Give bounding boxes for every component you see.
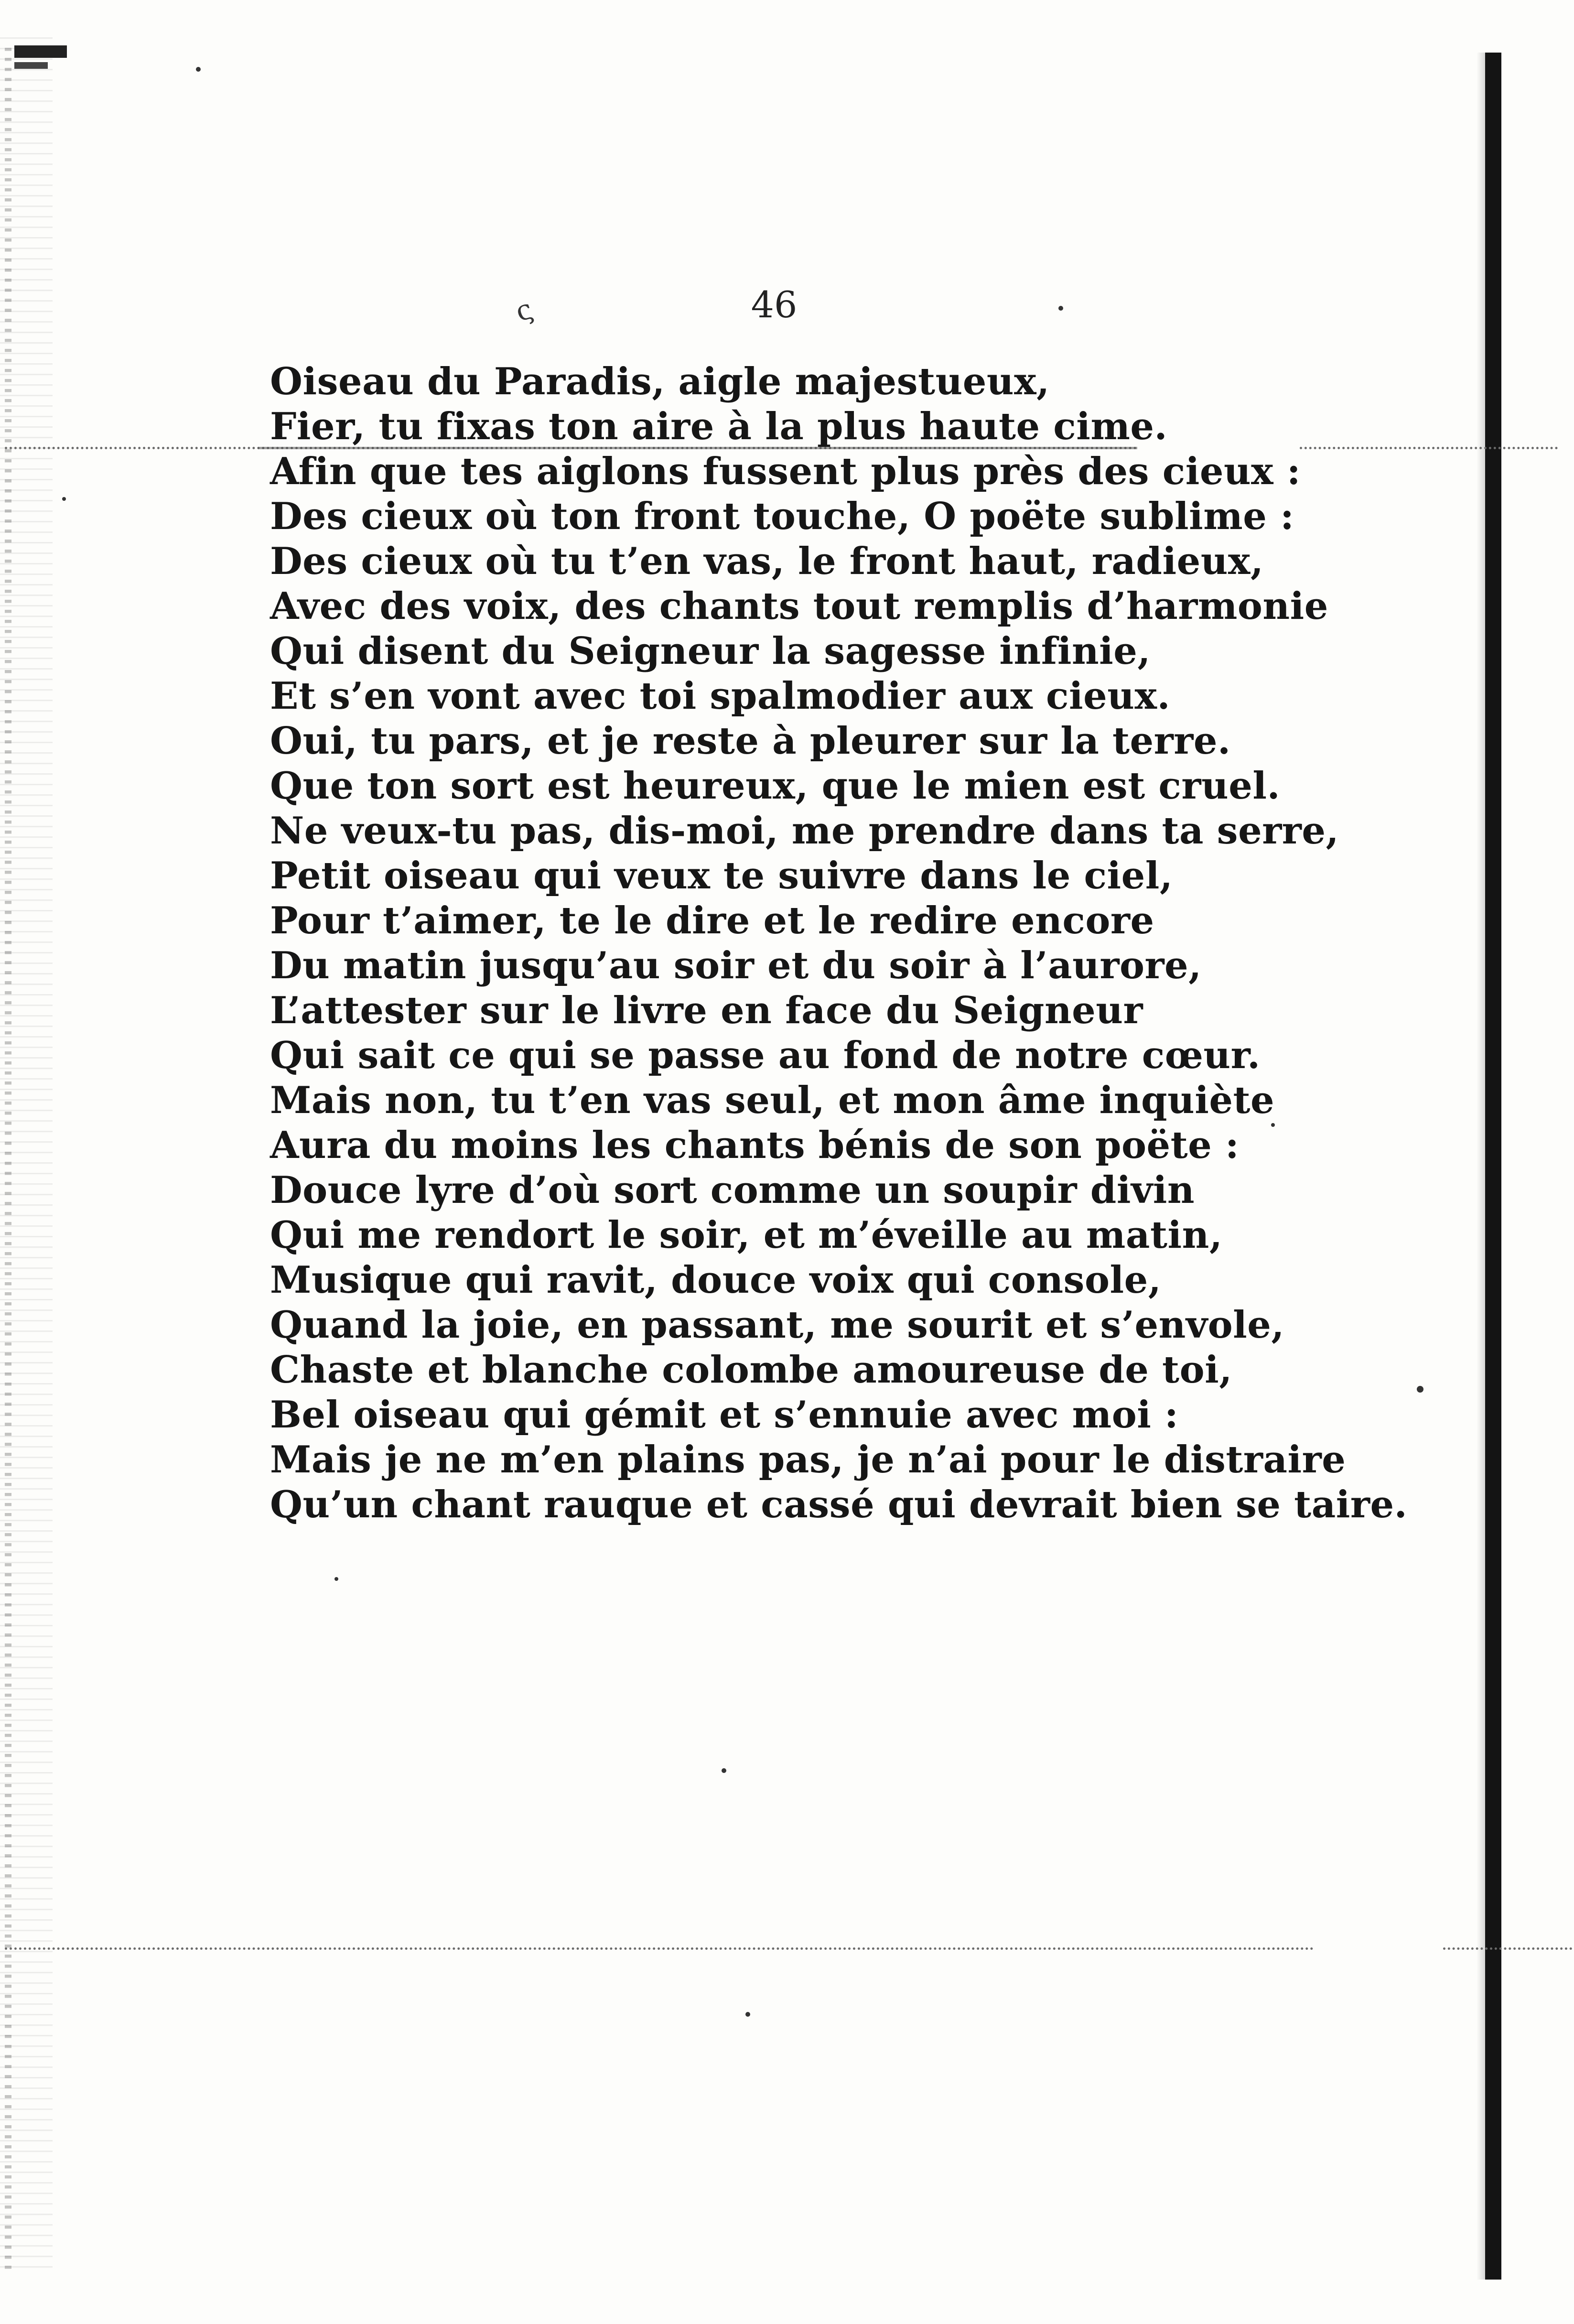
scan-speck (1417, 1386, 1423, 1393)
scan-left-edge-stripe (5, 48, 11, 2270)
scan-speck (196, 67, 201, 72)
scan-corner-mark (14, 45, 67, 58)
poem-body (270, 359, 1408, 1527)
ornament-glyph: ς (511, 292, 537, 328)
poem-line: Douce lyre d’où sort comme un soupir divin (270, 1168, 1195, 1212)
scan-speck (334, 1577, 338, 1581)
scan-speck (1058, 306, 1063, 311)
poem-line: Oui, tu pars, et je reste à pleurer sur la terre. (270, 719, 1231, 763)
poem-line: Petit oiseau qui veux te suivre dans le ciel, (270, 854, 1173, 897)
poem-line: Pour t’aimer, te le dire et le redire encore (270, 899, 1154, 942)
poem-line: Et s’en vont avec toi spalmodier aux cieux. (270, 674, 1171, 718)
poem-line: Oiseau du Paradis, aigle majestueux, (270, 360, 1050, 403)
poem-line: Fier, tu fixas ton aire à la plus haute cime. (270, 405, 1168, 448)
scan-speck (722, 1768, 726, 1773)
poem-line: Quand la joie, en passant, me sourit et s’envole, (270, 1303, 1285, 1347)
poem-line: Qui disent du Seigneur la sagesse infinie, (270, 629, 1151, 673)
binding-shadow (1477, 53, 1485, 2280)
poem-line: L’attester sur le livre en face du Seigneur (270, 989, 1143, 1032)
poem-line: Afin que tes aiglons fussent plus près des cieux : (270, 450, 1301, 493)
poem-line: Qu’un chant rauque et cassé qui devrait bien se taire. (270, 1483, 1408, 1526)
scan-corner-mark-secondary (14, 62, 48, 69)
poem-line: Mais je ne m’en plains pas, je n’ai pour le distraire (270, 1438, 1346, 1481)
poem-line: Ne veux-tu pas, dis-moi, me prendre dans ta serre, (270, 809, 1339, 853)
poem-line: Que ton sort est heureux, que le mien est cruel. (270, 764, 1281, 808)
page-number: 46 (751, 283, 798, 326)
poem-line: Aura du moins les chants bénis de son poëte : (270, 1124, 1240, 1167)
scan-speck (745, 2012, 750, 2017)
poem-line: Des cieux où ton front touche, O poëte sublime : (270, 495, 1294, 538)
scan-line-bottom-left (5, 1947, 1314, 1950)
poem-line: Avec des voix, des chants tout remplis d’harmonie (270, 584, 1328, 628)
scan-line-top-right (1300, 447, 1558, 449)
poem-line: Mais non, tu t’en vas seul, et mon âme inquiète (270, 1079, 1275, 1122)
poem-line: Qui me rendort le soir, et m’éveille au matin, (270, 1213, 1223, 1257)
binding-bar (1485, 53, 1501, 2280)
poem-line: Des cieux où tu t’en vas, le front haut, radieux, (270, 540, 1264, 583)
scan-speck (62, 497, 66, 501)
poem-line: Musique qui ravit, douce voix qui console, (270, 1258, 1162, 1302)
scan-line-bottom-right (1443, 1947, 1572, 1950)
poem-line: Bel oiseau qui gémit et s’ennuie avec moi : (270, 1393, 1179, 1437)
poem-line: Qui sait ce qui se passe au fond de notre cœur. (270, 1034, 1261, 1077)
poem-line: Chaste et blanche colombe amoureuse de toi, (270, 1348, 1232, 1392)
scan-speck (1271, 1123, 1275, 1127)
poem-line: Du matin jusqu’au soir et du soir à l’aurore, (270, 944, 1202, 987)
